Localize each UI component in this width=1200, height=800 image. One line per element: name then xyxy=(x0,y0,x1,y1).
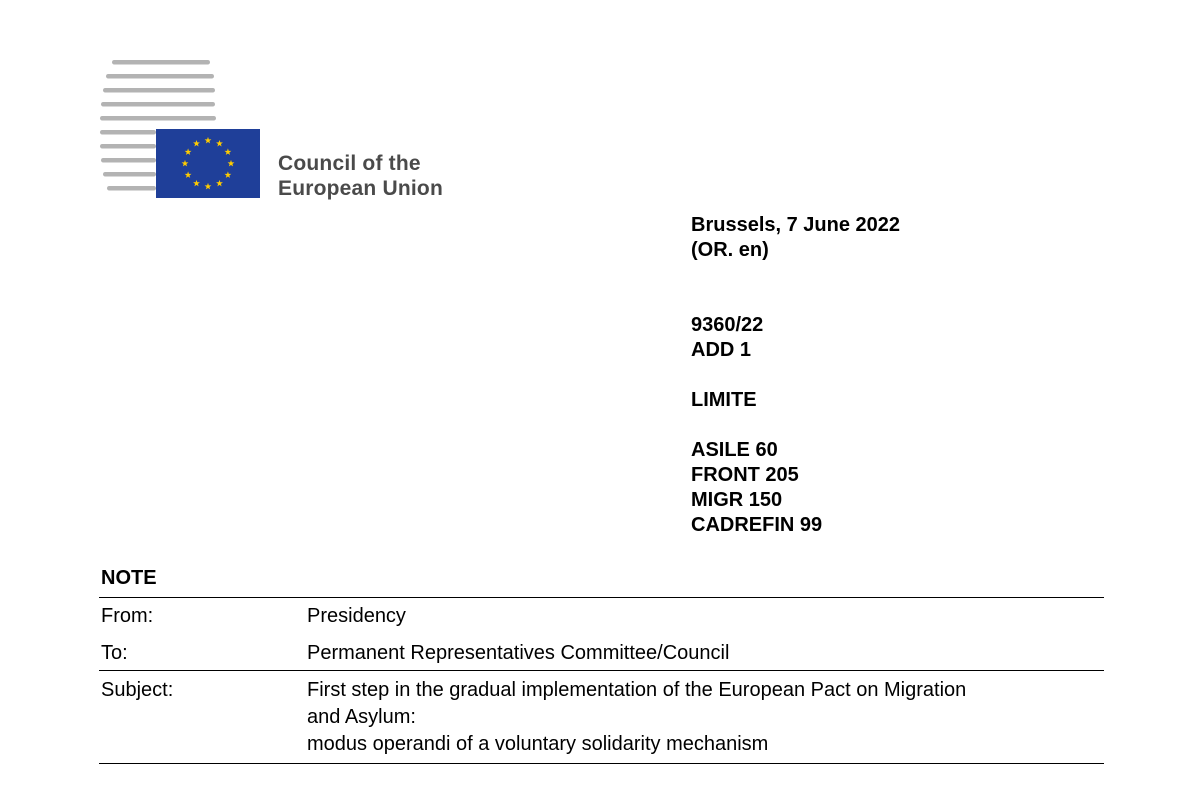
subject-code: MIGR 150 xyxy=(691,489,783,511)
document-number: 9360/22 xyxy=(691,314,764,336)
addendum-number: ADD 1 xyxy=(691,339,752,361)
to-label: To: xyxy=(101,642,128,664)
divider xyxy=(99,597,1104,598)
subject-code: FRONT 205 xyxy=(691,464,799,486)
subject-line: First step in the gradual implementation of the European Pact on Migration xyxy=(307,679,967,701)
subject-label: Subject: xyxy=(101,679,174,701)
org-name-line-1: Council of the xyxy=(278,152,421,175)
subject-codes xyxy=(691,438,822,538)
subject-line: and Asylum: xyxy=(307,706,416,728)
subject-line: modus operandi of a voluntary solidarity mechanism xyxy=(307,733,769,755)
council-logo xyxy=(98,58,268,200)
organization-name xyxy=(278,151,443,201)
place-date: Brussels, 7 June 2022 xyxy=(691,214,901,236)
classification-block xyxy=(691,388,757,413)
reference-block xyxy=(691,313,763,363)
from-value: Presidency xyxy=(307,605,406,627)
divider xyxy=(99,763,1104,764)
org-name-line-2: European Union xyxy=(278,177,443,200)
to-value: Permanent Representatives Committee/Council xyxy=(307,642,730,664)
classification-marking: LIMITE xyxy=(691,389,757,411)
note-title: NOTE xyxy=(101,567,157,589)
date-block xyxy=(691,213,900,263)
original-language: (OR. en) xyxy=(691,239,769,261)
from-label: From: xyxy=(101,605,154,627)
subject-code: CADREFIN 99 xyxy=(691,514,823,536)
subject-code: ASILE 60 xyxy=(691,439,778,461)
divider xyxy=(99,670,1104,671)
subject-value xyxy=(307,677,1107,758)
